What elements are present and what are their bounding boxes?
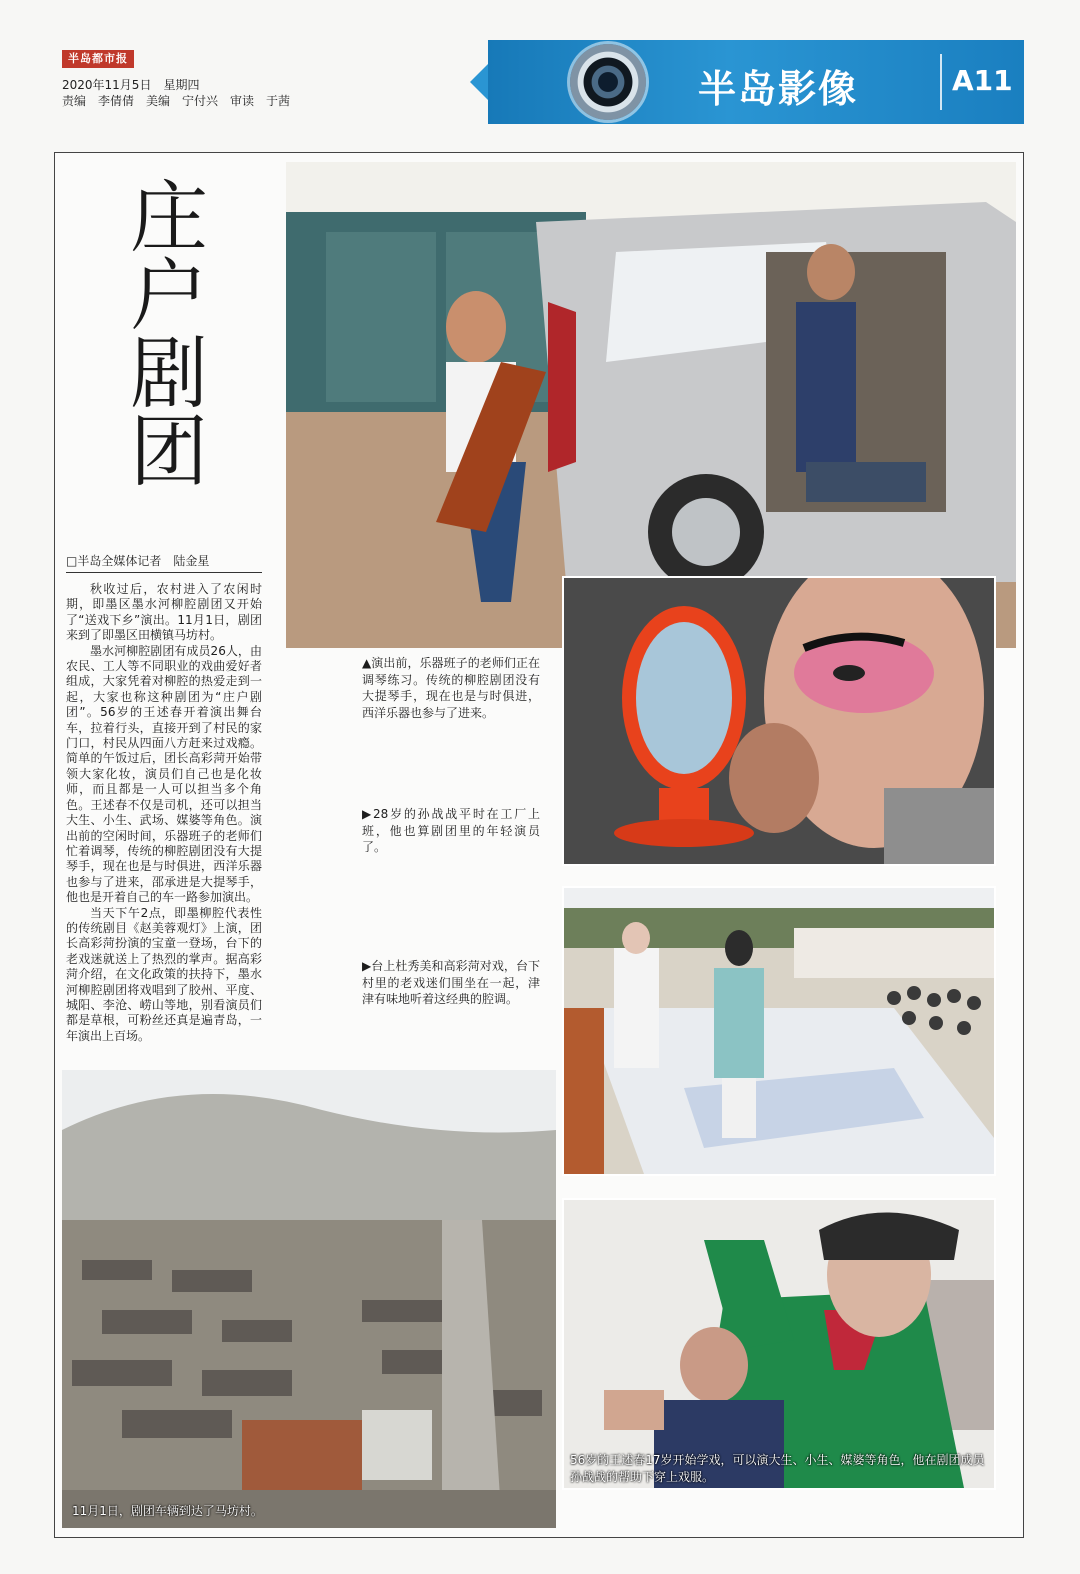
editors-line: 责编 李倩倩 美编 宁付兴 审读 于茜 xyxy=(62,94,291,108)
page-number: A11 xyxy=(952,64,1013,97)
caption-makeup: ▶28岁的孙战战平时在工厂上班，他也算剧团里的年轻演员了。 xyxy=(362,807,540,854)
banner-divider xyxy=(940,54,942,110)
article-paragraph: 墨水河柳腔剧团有成员26人，由农民、工人等不同职业的戏曲爱好者组成，大家凭着对柳腔的热爱走到一起，大家也称这种剧团为“庄户剧团”。56岁的王述春开着演出舞台车，拉着行头，直接开到了村民的家门口，村民从四面八方赶来过戏瘾。简单的午饭过后，团长高彩菏开始带领大家化妆，演员们自己也是化妆师，而且都是一人可以担当多个角色。王述春不仅是司机，还可以担当大生、小生、武场、媒婆等角色。演出前的空闲时间，乐器班子的老师们忙着调琴，传统的柳腔剧团没有大提琴手，现在也是与时俱进，西洋乐器也参与了进来，邵承进是大提琴手，他也是开着自己的车一路参加演出。 xyxy=(66,643,262,905)
camera-lens-icon xyxy=(570,44,646,120)
caption-village: 11月1日，剧团车辆到达了马坊村。 xyxy=(72,1504,263,1518)
date-line: 2020年11月5日 星期四 xyxy=(62,78,200,92)
caption-cello: ▲演出前，乐器班子的老师们正在调琴练习。传统的柳腔剧团没有大提琴手，现在也是与时俱进，西洋乐器也参与了进来。 xyxy=(362,656,540,720)
photo-stage-performance xyxy=(562,886,996,1176)
section-banner xyxy=(470,40,1024,124)
section-title: 半岛影像 xyxy=(698,67,859,111)
headline: 庄户剧团 xyxy=(117,176,207,488)
article-paragraph: 秋收过后，农村进入了农闲时期，即墨区墨水河柳腔剧团又开始了“送戏下乡”演出。11月1日，剧团来到了即墨区田横镇马坊村。 xyxy=(66,582,262,643)
photo-costume-dressing xyxy=(562,1198,996,1490)
photo-village-aerial xyxy=(62,1070,556,1528)
caption-stage: ▶台上杜秀美和高彩菏对戏，台下村里的老戏迷们围坐在一起，津津有味地听着这经典的腔调。 xyxy=(362,959,540,1006)
photo-stage-illustration xyxy=(564,888,994,1174)
article-body xyxy=(66,582,262,1044)
photo-makeup-mirror xyxy=(562,576,996,866)
banner-arrow-shape xyxy=(470,62,490,102)
caption-costume: 56岁的王述春17岁开始学戏，可以演大生、小生、媒婆等角色，他在剧团成员孙战战的帮助下穿上戏服。 xyxy=(570,1453,985,1484)
newspaper-logo: 半岛都市报 xyxy=(62,50,134,68)
photo-village-illustration xyxy=(62,1070,556,1528)
photo-makeup-illustration xyxy=(564,578,994,864)
article-paragraph: 当天下午2点，即墨柳腔代表性的传统剧目《赵美蓉观灯》上演，团长高彩菏扮演的宝童一登场，台下的老戏迷就送上了热烈的掌声。据高彩菏介绍，在文化政策的扶持下，墨水河柳腔剧团将戏唱到了胶州、平度、城阳、李沧、崂山等地，别看演员们都是草根，可粉丝还真是遍青岛，一年演出上百场。 xyxy=(66,905,262,1043)
byline: □半岛全媒体记者 陆金星 xyxy=(66,552,262,573)
photo-costume-illustration xyxy=(564,1200,994,1488)
